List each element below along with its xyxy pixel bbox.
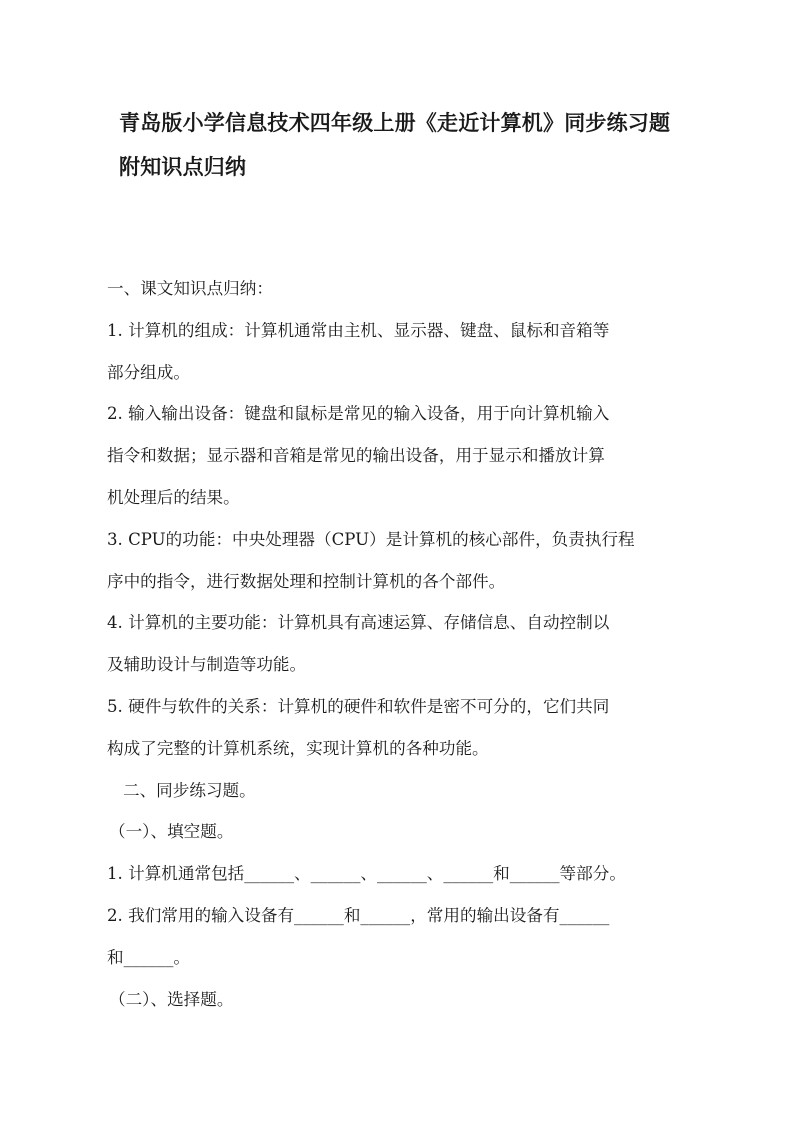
knowledge-item-2-line-2: 指令和数据；显示器和音箱是常见的输出设备，用于显示和播放计算: [107, 446, 605, 466]
knowledge-item-2-line-1: 2. 输入输出设备：键盘和鼠标是常见的输入设备，用于向计算机输入: [107, 404, 610, 424]
knowledge-item-3-line-1: 3. CPU的功能：中央处理器（CPU）是计算机的核心部件，负责执行程: [107, 529, 635, 549]
knowledge-item-4-line-2: 及辅助设计与制造等功能。: [107, 655, 307, 675]
title-line-2: 附知识点归纳: [119, 155, 247, 179]
knowledge-item-3-line-2: 序中的指令，进行数据处理和控制计算机的各个部件。: [107, 571, 506, 591]
knowledge-item-1-line-2: 部分组成。: [107, 362, 190, 382]
subsection-heading-multiple-choice: （二）、选择题。: [109, 989, 234, 1009]
document-title: [119, 101, 689, 189]
knowledge-item-2-line-3: 机处理后的结果。: [107, 487, 240, 507]
fill-question-2-line-2: 和______。: [107, 947, 190, 967]
subsection-heading-fill-blank: （一）、填空题。: [109, 822, 234, 842]
knowledge-item-5-line-2: 构成了完整的计算机系统，实现计算机的各种功能。: [107, 738, 489, 758]
knowledge-item-4-line-1: 4. 计算机的主要功能：计算机具有高速运算、存储信息、自动控制以: [107, 613, 610, 633]
title-line-1: 青岛版小学信息技术四年级上册《走近计算机》同步练习题: [119, 111, 671, 135]
knowledge-item-1-line-1: 1. 计算机的组成：计算机通常由主机、显示器、键盘、鼠标和音箱等: [107, 320, 610, 340]
section-heading-knowledge: 一、课文知识点归纳：: [107, 279, 273, 298]
knowledge-item-5-line-1: 5. 硬件与软件的关系：计算机的硬件和软件是密不可分的，它们共同: [107, 696, 610, 716]
section-heading-exercises: 二、同步练习题。: [123, 780, 256, 800]
fill-question-1: 1. 计算机通常包括______、______、______、______和______等部分。: [107, 864, 626, 884]
fill-question-2-line-1: 2. 我们常用的输入设备有______和______，常用的输出设备有______: [107, 905, 610, 925]
document-body: [107, 268, 687, 1020]
